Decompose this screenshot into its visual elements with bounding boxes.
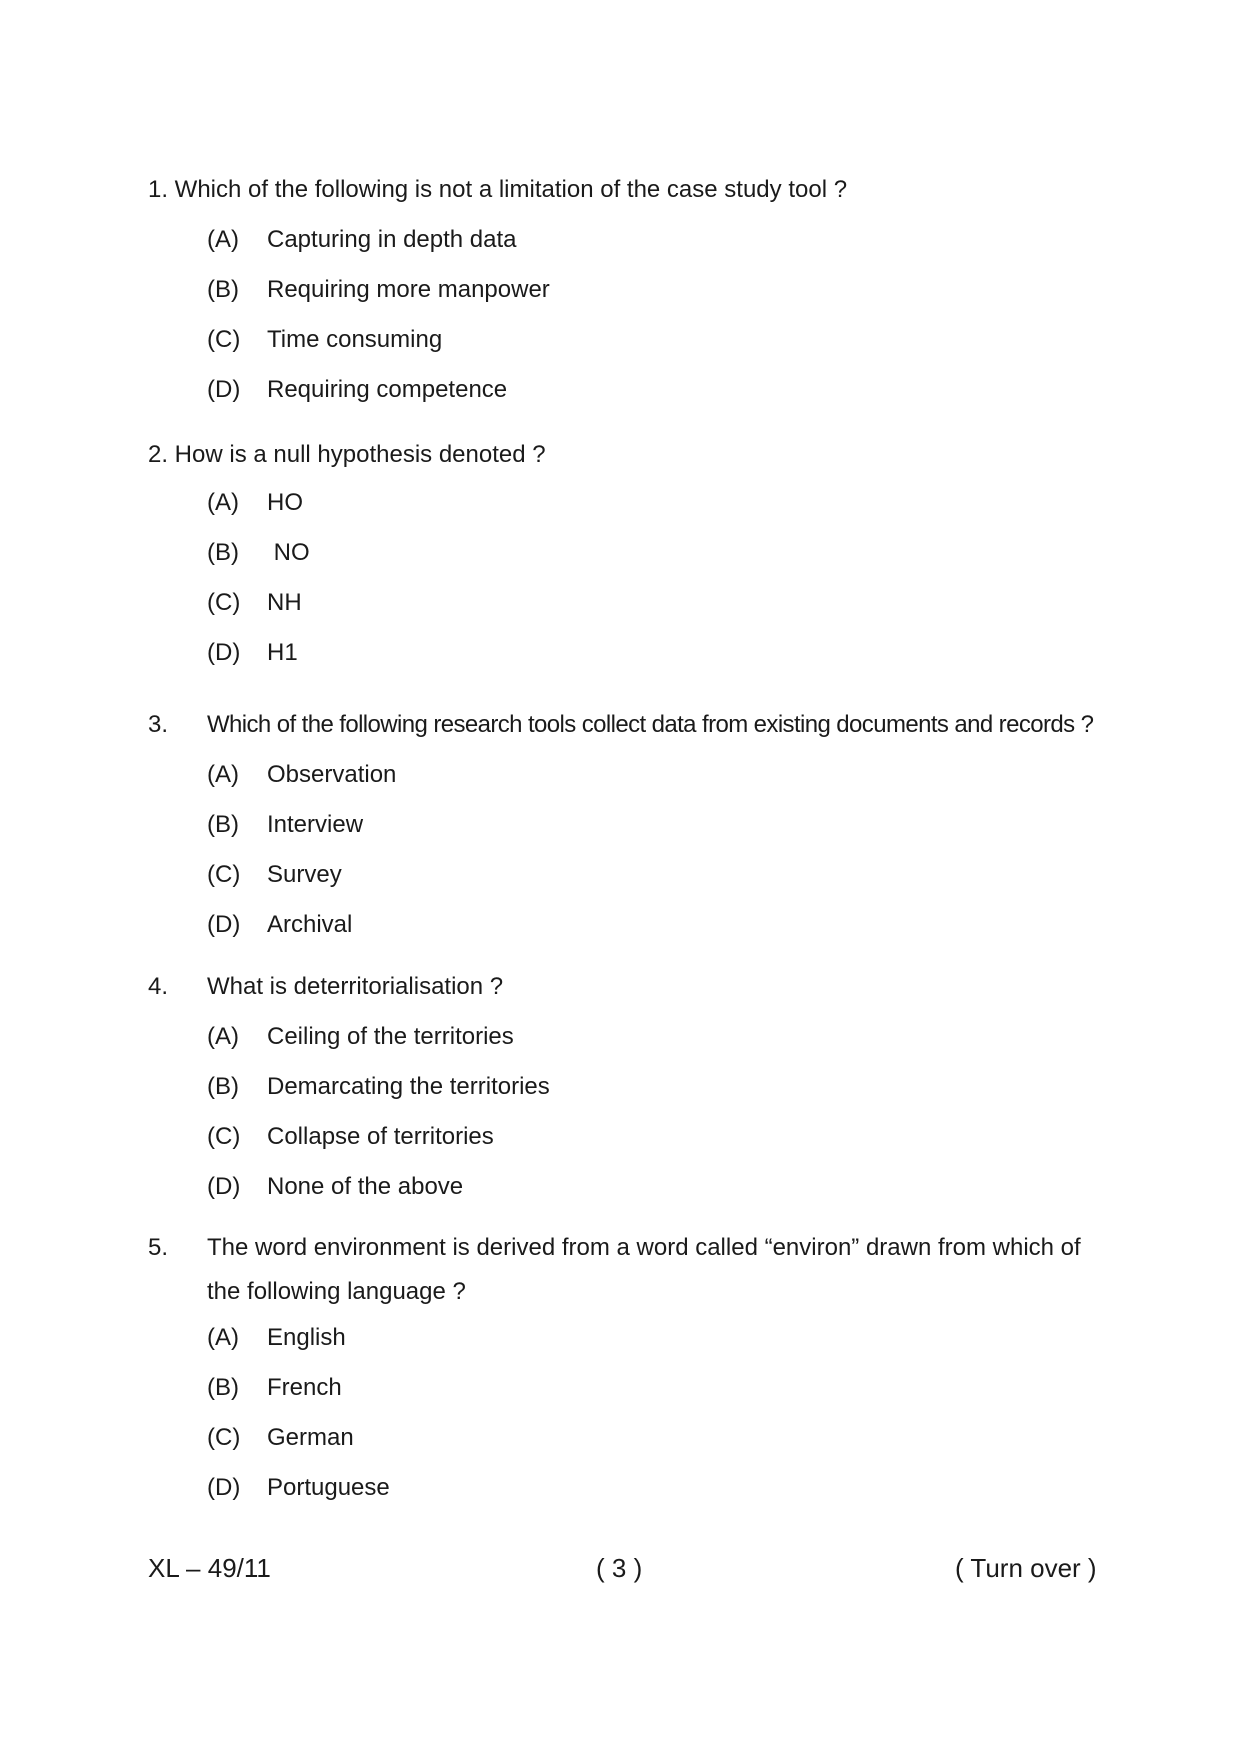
option-label: (D) bbox=[207, 1173, 241, 1200]
question-5-number: 5. bbox=[148, 1234, 169, 1261]
option-label: (B) bbox=[207, 1073, 239, 1100]
question-1-option-a bbox=[207, 225, 517, 255]
question-5-option-c bbox=[207, 1423, 354, 1453]
option-text: Archival bbox=[267, 911, 353, 938]
question-4-option-a bbox=[207, 1022, 514, 1052]
option-label: (D) bbox=[207, 376, 241, 403]
option-text: German bbox=[267, 1424, 354, 1451]
option-text: Demarcating the territories bbox=[267, 1073, 550, 1100]
option-text: Capturing in depth data bbox=[267, 226, 517, 253]
question-5-option-d bbox=[207, 1473, 390, 1503]
option-label: (A) bbox=[207, 1023, 239, 1050]
option-label: (C) bbox=[207, 861, 241, 888]
question-4-text: What is deterritorialisation ? bbox=[207, 973, 504, 1000]
option-text: Collapse of territories bbox=[267, 1123, 494, 1150]
question-2-option-c bbox=[207, 588, 302, 618]
option-text: Requiring more manpower bbox=[267, 276, 550, 303]
question-4-option-c bbox=[207, 1122, 494, 1152]
option-label: (D) bbox=[207, 639, 241, 666]
option-label: (C) bbox=[207, 326, 241, 353]
option-text: Portuguese bbox=[267, 1474, 390, 1501]
option-label: (D) bbox=[207, 1474, 241, 1501]
question-1-text: 1. Which of the following is not a limitation of the case study tool ? bbox=[148, 176, 848, 203]
option-label: (C) bbox=[207, 589, 241, 616]
question-5-option-b bbox=[207, 1373, 342, 1403]
question-1-option-b bbox=[207, 275, 550, 305]
option-text: French bbox=[267, 1374, 342, 1401]
option-label: (A) bbox=[207, 1324, 239, 1351]
page-number: ( 3 ) bbox=[596, 1553, 643, 1583]
option-label: (A) bbox=[207, 761, 239, 788]
option-label: (C) bbox=[207, 1424, 241, 1451]
option-label: (B) bbox=[207, 1374, 239, 1401]
paper-code: XL – 49/11 bbox=[148, 1553, 271, 1583]
question-3-text: Which of the following research tools collect data from existing documents and records ? bbox=[207, 711, 1094, 738]
option-text: NO bbox=[267, 539, 310, 566]
option-label: (C) bbox=[207, 1123, 241, 1150]
option-text: Requiring competence bbox=[267, 376, 508, 403]
question-4-option-d bbox=[207, 1172, 463, 1202]
question-2-option-d bbox=[207, 638, 298, 668]
question-3-option-d bbox=[207, 910, 352, 940]
option-label: (A) bbox=[207, 489, 239, 516]
turn-over-note: ( Turn over ) bbox=[955, 1553, 1097, 1583]
option-text: H1 bbox=[267, 639, 298, 666]
question-3-option-a bbox=[207, 760, 396, 790]
option-label: (B) bbox=[207, 276, 239, 303]
question-2-option-b bbox=[207, 538, 310, 568]
option-text: NH bbox=[267, 589, 302, 616]
question-4-number: 4. bbox=[148, 973, 169, 1000]
question-4-option-b bbox=[207, 1072, 550, 1102]
question-3-option-b bbox=[207, 810, 363, 840]
option-label: (D) bbox=[207, 911, 241, 938]
option-text: None of the above bbox=[267, 1173, 464, 1200]
option-text: English bbox=[267, 1324, 346, 1351]
option-text: Time consuming bbox=[267, 326, 443, 353]
option-label: (B) bbox=[207, 811, 239, 838]
option-label: (B) bbox=[207, 539, 239, 566]
question-5-text: The word environment is derived from a word called “environ” drawn from which of the following language ? bbox=[207, 1234, 1081, 1305]
option-text: Ceiling of the territories bbox=[267, 1023, 514, 1050]
question-3-number: 3. bbox=[148, 711, 169, 738]
question-1-option-c bbox=[207, 325, 442, 355]
question-2-text: 2. How is a null hypothesis denoted ? bbox=[148, 441, 546, 468]
question-5-option-a bbox=[207, 1323, 346, 1353]
question-2-option-a bbox=[207, 488, 303, 518]
question-1-option-d bbox=[207, 375, 507, 405]
option-text: Interview bbox=[267, 811, 364, 838]
option-label: (A) bbox=[207, 226, 239, 253]
option-text: Observation bbox=[267, 761, 397, 788]
option-text: Survey bbox=[267, 861, 342, 888]
option-text: HO bbox=[267, 489, 303, 516]
question-3-option-c bbox=[207, 860, 342, 890]
